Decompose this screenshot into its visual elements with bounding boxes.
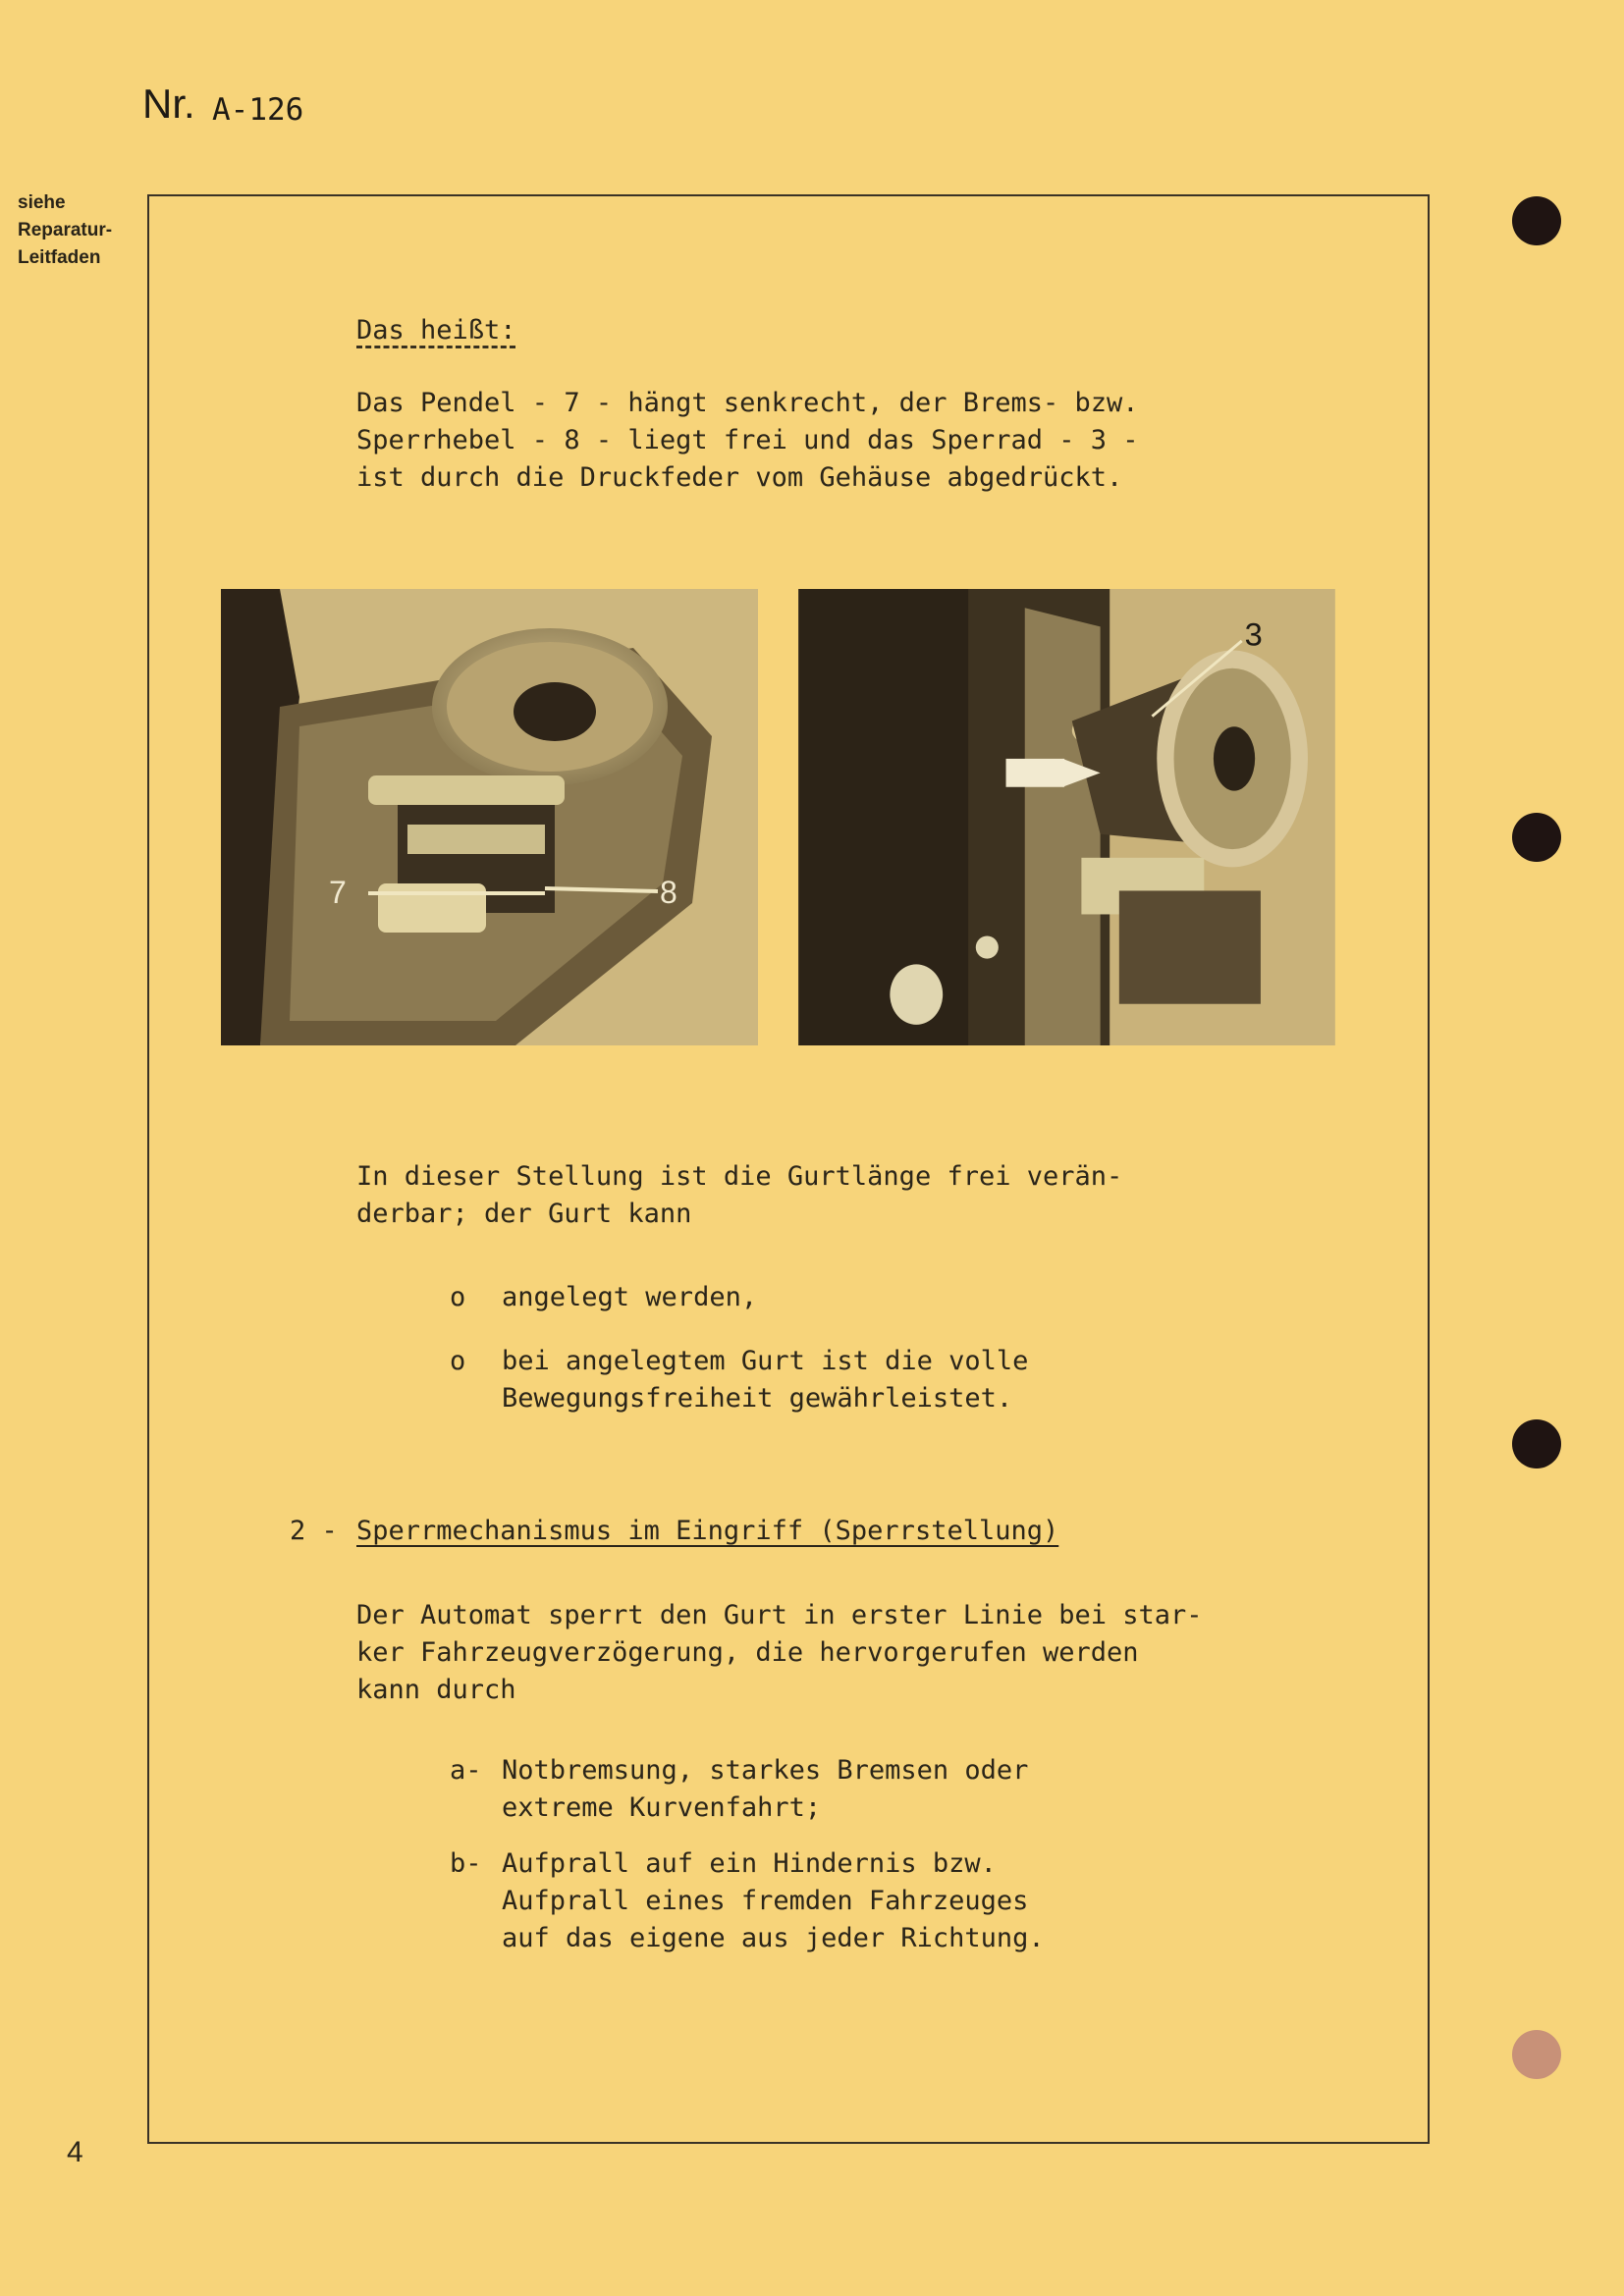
side-note-line: Reparatur- [18, 220, 113, 240]
list-marker: b- [450, 1848, 482, 1879]
page-number: 4 [67, 2136, 83, 2168]
list-marker: a- [450, 1755, 482, 1786]
document-number-label: Nr. [142, 80, 195, 127]
paragraph-position-info: In dieser Stellung ist die Gurtlänge frei verän- derbar; der Gurt kann [356, 1161, 1123, 1229]
side-note [18, 189, 112, 272]
section-title: Sperrmechanismus im Eingriff (Sperrstellung) [356, 1516, 1059, 1546]
punch-hole [1512, 2030, 1561, 2079]
bullet-text: angelegt werden, [502, 1282, 758, 1312]
section-number: 2 - [290, 1516, 338, 1546]
punch-hole [1512, 1419, 1561, 1468]
photo-pendulum-mechanism [221, 589, 758, 1045]
list-item-text: Notbremsung, starkes Bremsen oder extreme Kurvenfahrt; [502, 1755, 1029, 1823]
section-heading: Das heißt: [356, 315, 516, 346]
bullet-marker: o [450, 1282, 466, 1312]
side-note-line: siehe [18, 192, 66, 213]
punch-hole [1512, 196, 1561, 245]
figure-label-3: 3 [1244, 615, 1263, 653]
figure-label-7: 7 [329, 875, 347, 910]
side-note-line: Leitfaden [18, 247, 101, 268]
bullet-text: bei angelegtem Gurt ist die volle Bewegungsfreiheit gewährleistet. [502, 1346, 1029, 1414]
paragraph-locking: Der Automat sperrt den Gurt in erster Linie bei star- ker Fahrzeugverzögerung, die hervorgerufen werden kann durch [356, 1600, 1203, 1705]
paragraph-description: Das Pendel - 7 - hängt senkrecht, der Brems- bzw. Sperrhebel - 8 - liegt frei und das Sperrad - 3 - ist durch die Druckfeder vom Gehäuse abgedrückt. [356, 388, 1139, 493]
figure-label-8: 8 [660, 875, 677, 910]
punch-hole [1512, 813, 1561, 862]
photo-locking-wheel [787, 589, 1346, 1045]
list-item-text: Aufprall auf ein Hindernis bzw. Aufprall eines fremden Fahrzeuges auf das eigene aus jeder Richtung. [502, 1848, 1045, 1953]
bullet-marker: o [450, 1346, 466, 1376]
document-number: A-126 [212, 92, 304, 128]
